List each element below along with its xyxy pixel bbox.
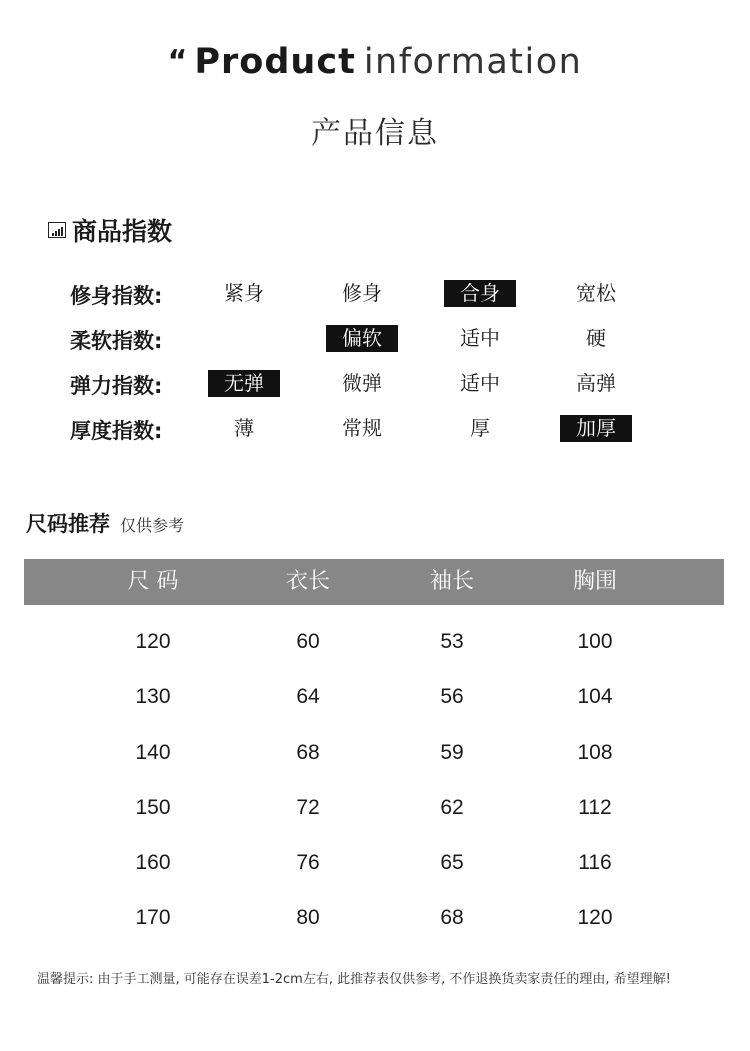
index-option: 高弹 (576, 371, 616, 395)
index-row-label: 修身指数: (70, 284, 163, 308)
index-row-label: 柔软指数: (70, 329, 163, 353)
table-row (24, 780, 724, 835)
index-option-selected: 无弹 (208, 370, 280, 397)
page-subtitle: 产品信息 (311, 116, 439, 151)
table-cell: 62 (440, 795, 464, 819)
index-option: 宽松 (576, 281, 616, 305)
index-option-selected: 加厚 (560, 415, 632, 442)
table-row (24, 890, 724, 945)
index-row-label: 弹力指数: (70, 374, 163, 398)
index-option: 适中 (460, 371, 500, 395)
table-header-cell: 胸围 (572, 569, 617, 594)
index-option: 硬 (586, 326, 606, 350)
page-header (0, 38, 750, 152)
table-cell: 140 (135, 740, 171, 764)
size-table-header (24, 559, 724, 605)
table-cell: 59 (440, 740, 464, 764)
table-cell: 112 (578, 795, 612, 819)
index-option: 适中 (460, 326, 500, 350)
index-option: 微弹 (342, 371, 382, 395)
index-option: 薄 (234, 416, 254, 440)
table-cell: 170 (135, 906, 171, 930)
table-cell: 64 (296, 685, 320, 709)
quote-mark: “ (167, 44, 189, 79)
size-section-title (26, 508, 184, 538)
index-section-title (48, 212, 172, 248)
table-header-cell: 尺 码 (127, 569, 179, 594)
title-bold: Product (194, 42, 356, 82)
index-title-text: 商品指数 (72, 217, 173, 246)
table-cell: 100 (577, 630, 613, 653)
index-option: 厚 (470, 416, 490, 440)
bar-chart-icon (48, 222, 66, 238)
size-table-body (24, 614, 724, 946)
table-cell: 60 (296, 630, 320, 653)
table-row (24, 614, 724, 669)
table-header-cell: 袖长 (429, 569, 474, 594)
table-row (24, 725, 724, 780)
index-option: 紧身 (224, 281, 264, 305)
table-row (24, 835, 724, 890)
product-information-title (0, 38, 750, 86)
index-option: 常规 (342, 416, 382, 440)
table-cell: 108 (577, 740, 613, 764)
index-option-selected: 合身 (444, 280, 516, 307)
table-row (24, 669, 724, 724)
table-cell: 104 (577, 685, 613, 709)
table-cell: 65 (440, 851, 464, 875)
table-cell: 150 (135, 795, 171, 819)
table-cell: 116 (578, 851, 612, 875)
table-cell: 76 (296, 851, 320, 875)
table-header-cell: 衣长 (285, 569, 330, 594)
table-cell: 53 (440, 630, 464, 653)
size-title-text: 尺码推荐 (26, 512, 110, 536)
table-cell: 56 (440, 685, 464, 709)
table-cell: 120 (135, 630, 171, 653)
table-cell: 130 (135, 685, 171, 709)
title-light: information (363, 42, 583, 82)
size-note: 仅供参考 (120, 516, 185, 535)
footnote: 温馨提示: 由于手工测量, 可能存在误差1-2cm左右, 此推荐表仅供参考, 不作退换货卖家责任的理由, 希望理解! (37, 972, 671, 987)
table-cell: 80 (296, 906, 320, 930)
table-cell: 160 (135, 851, 171, 875)
index-row-label: 厚度指数: (70, 419, 163, 443)
table-cell: 68 (296, 740, 320, 764)
index-option-selected: 偏软 (326, 325, 398, 352)
table-cell: 120 (577, 906, 613, 930)
table-cell: 68 (440, 906, 464, 930)
table-cell: 72 (296, 795, 320, 819)
index-option: 修身 (342, 281, 382, 305)
